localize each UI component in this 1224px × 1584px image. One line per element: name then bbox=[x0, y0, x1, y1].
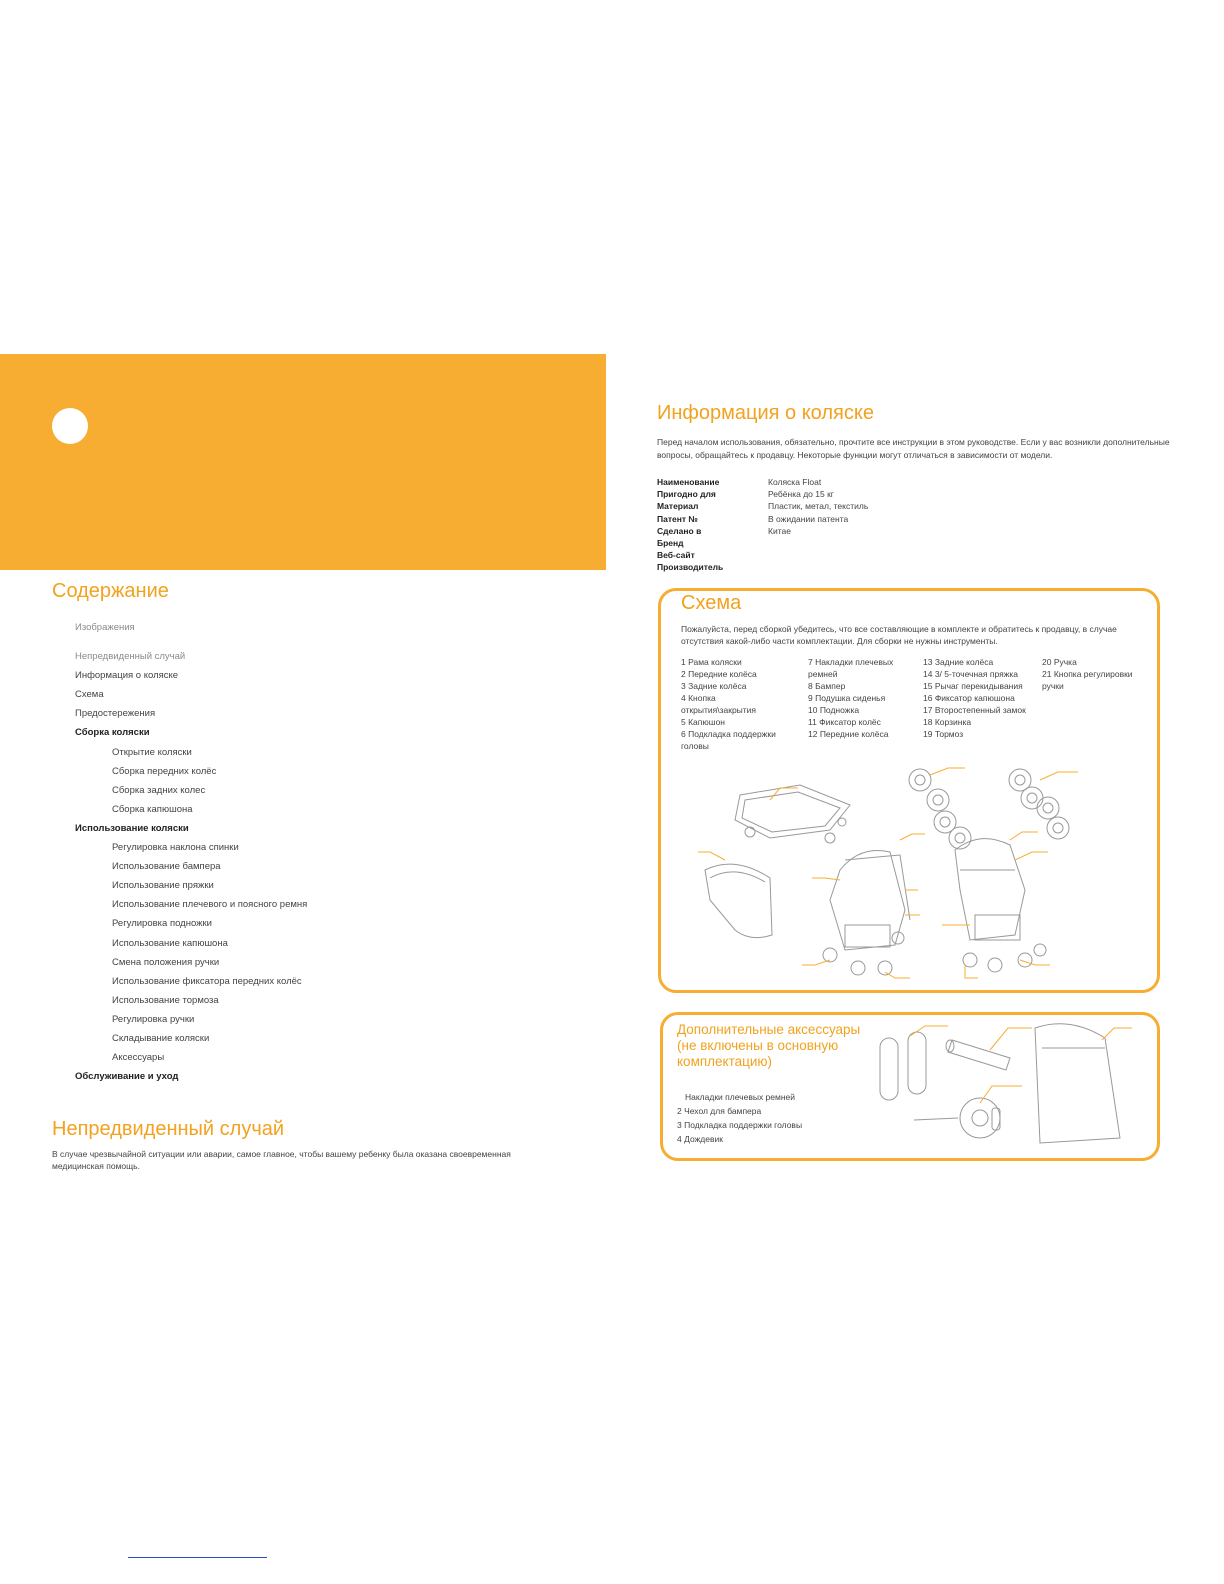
spec-label: Бренд bbox=[657, 538, 684, 548]
toc-item[interactable]: Смена положения ручки bbox=[112, 956, 220, 968]
part-item: 6 Подкладка поддержки головы bbox=[681, 729, 776, 751]
part-item: 16 Фиксатор капюшона bbox=[923, 693, 1015, 703]
toc-item[interactable]: Использование пряжки bbox=[112, 880, 214, 892]
toc-item[interactable]: Непредвиденный случай bbox=[75, 651, 186, 662]
toc-item[interactable]: Сборка передних колёс bbox=[112, 765, 217, 777]
part-item: 4 Кнопка открытия\закрытия bbox=[681, 693, 757, 715]
part-item: 2 Передние колёса bbox=[681, 669, 757, 679]
emergency-text: В случае чрезвычайной ситуации или аварии, самое главное, чтобы вашему ребенку была оказана своевременная медицинская помощь. bbox=[52, 1149, 511, 1171]
spec-value: Китае bbox=[768, 525, 791, 536]
parts-column bbox=[681, 656, 781, 752]
accessories-list bbox=[677, 1090, 802, 1146]
parts-column bbox=[923, 656, 1038, 740]
part-item: 7 Накладки плечевых ремней bbox=[808, 657, 894, 679]
part-item: 15 Рычаг перекидывания bbox=[923, 681, 1023, 691]
part-item: 10 Подножка bbox=[808, 705, 860, 715]
toc-item[interactable]: Сборка капюшона bbox=[112, 803, 193, 815]
parts-column bbox=[808, 656, 912, 740]
toc-item[interactable]: Использование тормоза bbox=[112, 994, 219, 1006]
canopy-illustration bbox=[705, 864, 772, 938]
toc-item[interactable]: Сборка коляски bbox=[75, 727, 150, 739]
part-item: 5 Капюшон bbox=[681, 717, 725, 727]
toc-item[interactable]: Сборка задних колес bbox=[112, 784, 206, 796]
part-item: 17 Второстепенный замок bbox=[923, 705, 1026, 715]
part-item: 20 Ручка bbox=[1042, 657, 1077, 667]
stroller-frame-illustration bbox=[735, 785, 850, 843]
spec-value: Коляска Float bbox=[768, 477, 822, 487]
part-item: 19 Тормоз bbox=[923, 729, 964, 739]
parts-column bbox=[1042, 656, 1142, 692]
bumper-cover-illustration bbox=[946, 1040, 1010, 1070]
spec-label: Материал bbox=[657, 501, 699, 512]
accessories-illustrations bbox=[870, 1018, 1155, 1156]
part-item: 11 Фиксатор колёс bbox=[808, 717, 881, 727]
page-marker-circle bbox=[52, 408, 88, 444]
spec-label: Производитель bbox=[657, 562, 724, 573]
info-intro: Перед началом использования, обязательно, прочтите все инструкции в этом руководстве. Если у вас возникли дополнительные вопросы, обращайтесь к продавцу. Некоторые функции могут отличаться в зависимости от модели. bbox=[657, 437, 1170, 460]
toc-item[interactable]: Регулировка ручки bbox=[112, 1013, 195, 1025]
toc-item[interactable]: Использование плечевого и поясного ремня bbox=[112, 899, 308, 911]
toc-item[interactable]: Регулировка наклона спинки bbox=[112, 842, 239, 853]
accessory-item: 2 Чехол для бампера bbox=[677, 1106, 762, 1116]
shoulder-pads-illustration bbox=[880, 1032, 926, 1100]
toc-item[interactable]: Открытие коляски bbox=[112, 746, 192, 758]
toc-item[interactable]: Изображения bbox=[75, 622, 135, 633]
scheme-intro: Пожалуйста, перед сборкой убедитесь, что все составляющие в комплекте и обратитесь к продавцу, в случае отсутствия какой-либо части комплектации. Для сборки не нужны инструменты. bbox=[681, 624, 1117, 646]
toc-item[interactable]: Складывание коляски bbox=[112, 1033, 210, 1044]
accessory-item: 3 Подкладка поддержки головы bbox=[677, 1120, 803, 1130]
scheme-illustrations bbox=[680, 760, 1150, 985]
spec-label: Наименование bbox=[657, 477, 720, 487]
toc-item[interactable]: Использование бампера bbox=[112, 861, 221, 873]
part-item: 3 Задние колёса bbox=[681, 681, 747, 691]
spec-label: Веб-сайт bbox=[657, 550, 695, 561]
part-item: 1 Рама коляски bbox=[681, 657, 742, 667]
toc-item[interactable]: Аксессуары bbox=[112, 1052, 165, 1064]
part-item: 13 Задние колёса bbox=[923, 657, 994, 667]
rear-wheels-illustration bbox=[1009, 769, 1069, 839]
toc-item[interactable]: Использование фиксатора передних колёс bbox=[112, 975, 302, 987]
toc-item[interactable]: Информация о коляске bbox=[75, 670, 179, 682]
head-support-illustration bbox=[914, 1098, 1000, 1138]
toc-item[interactable]: Регулировка подножки bbox=[112, 918, 212, 930]
toc-item[interactable]: Обслуживание и уход bbox=[75, 1071, 179, 1083]
spec-value: Ребёнка до 15 кг bbox=[768, 489, 834, 500]
toc-item[interactable]: Использование коляски bbox=[75, 822, 189, 834]
accessory-item: Накладки плечевых ремней bbox=[685, 1092, 796, 1102]
part-item: 18 Корзинка bbox=[923, 717, 972, 727]
part-item: 14 3/ 5-точечная пряжка bbox=[923, 669, 1019, 679]
accessory-item: 4 Дождевик bbox=[677, 1134, 723, 1144]
toc-item[interactable]: Схема bbox=[75, 689, 104, 701]
rain-cover-illustration bbox=[1035, 1024, 1120, 1143]
stroller-front-illustration bbox=[823, 850, 910, 975]
toc-item[interactable]: Предостережения bbox=[75, 708, 156, 720]
part-item: 12 Передние колёса bbox=[808, 729, 889, 739]
accessories-title: Дополнительные аксессуары (не включены в основную комплектацию) bbox=[677, 1022, 861, 1069]
part-item: 8 Бампер bbox=[808, 681, 846, 691]
stroller-side-illustration bbox=[955, 839, 1046, 972]
spec-value: В ожидании патента bbox=[768, 513, 849, 524]
spec-label: Сделано в bbox=[657, 525, 702, 536]
info-title: Информация о коляске bbox=[657, 402, 874, 424]
front-wheels-illustration bbox=[909, 769, 971, 849]
spec-label: Патент № bbox=[657, 513, 698, 524]
spec-value: Пластик, метал, текстиль bbox=[768, 501, 869, 512]
toc-title: Содержание bbox=[52, 580, 169, 602]
scheme-title: Схема bbox=[681, 592, 742, 614]
spec-label: Пригодно для bbox=[657, 489, 716, 500]
orange-header-banner bbox=[0, 354, 606, 570]
part-item: 9 Подушка сиденья bbox=[808, 693, 886, 703]
part-item: 21 Кнопка регулировки ручки bbox=[1042, 669, 1133, 691]
emergency-title: Непредвиденный случай bbox=[52, 1118, 285, 1140]
footer-link-underline bbox=[128, 1557, 267, 1558]
toc-item[interactable]: Использование капюшона bbox=[112, 937, 228, 949]
